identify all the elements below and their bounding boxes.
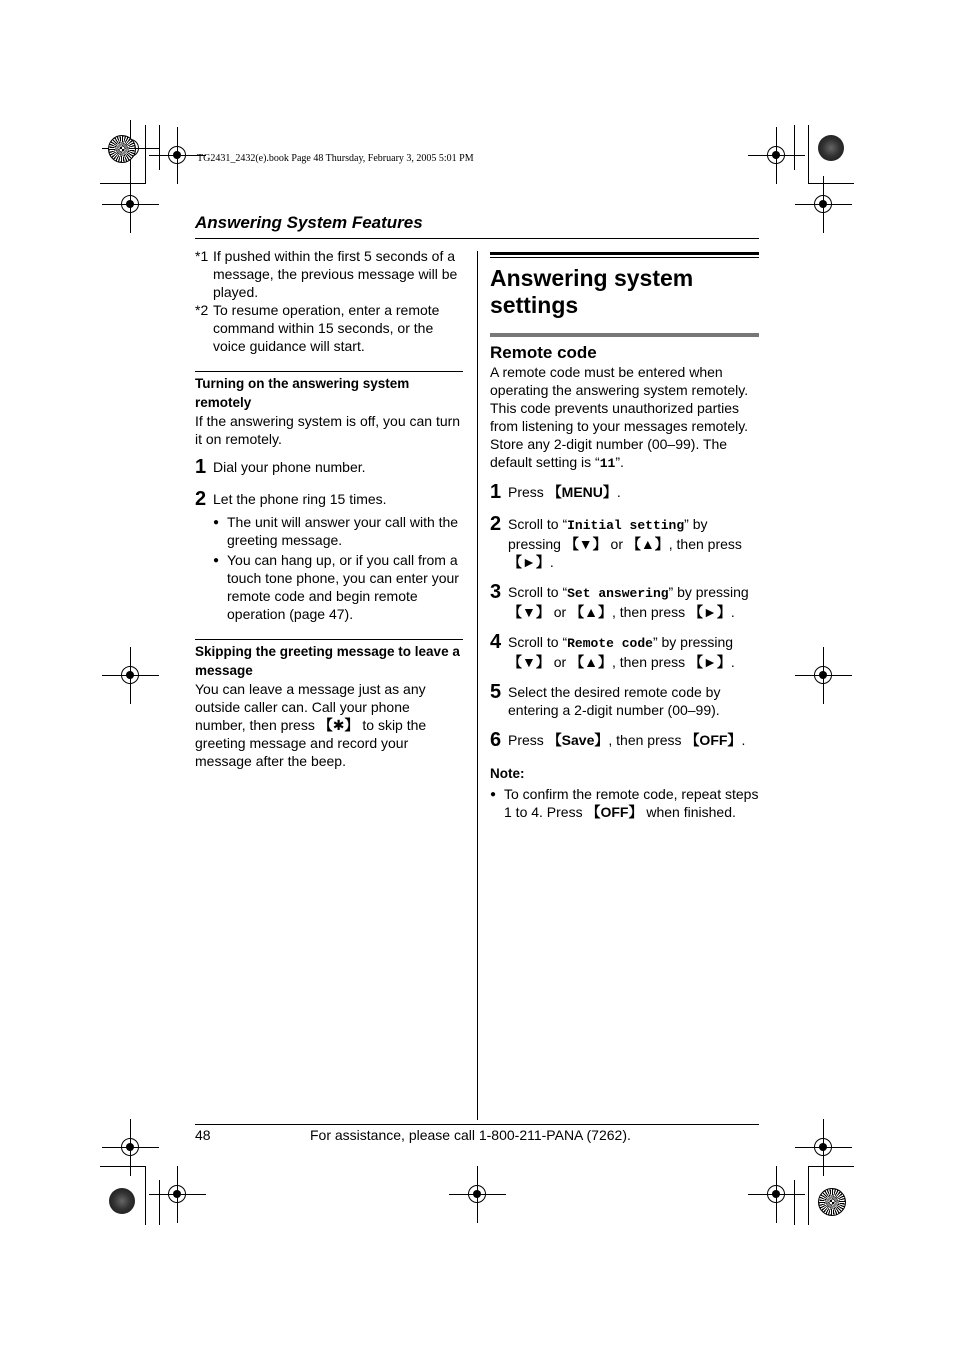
footnote [195, 301, 463, 355]
registration-disc-icon [818, 1188, 846, 1216]
trim-line [808, 1166, 809, 1225]
trim-line [100, 1166, 145, 1167]
crop-mark [477, 1194, 478, 1195]
trim-line [100, 183, 145, 184]
subsection-intro: If the answering system is off, you can turn it on remotely. [195, 413, 461, 447]
step [490, 483, 759, 503]
footer-rule [195, 1124, 759, 1125]
step-number: 4 [490, 631, 502, 653]
crop-mark [776, 1194, 777, 1195]
step-number: 1 [195, 456, 207, 478]
registration-disc-icon [108, 135, 136, 163]
registration-disc-icon [109, 1188, 135, 1214]
footnote [195, 247, 463, 301]
subsection-rule [195, 639, 463, 640]
display-item: Initial setting [567, 518, 685, 533]
step [490, 683, 759, 719]
step-text: Dial your phone number. [213, 459, 366, 475]
step [195, 490, 463, 510]
step-number: 3 [490, 581, 502, 603]
footnote-text: If pushed within the first 5 seconds of a message, the previous message will be played. [213, 248, 458, 300]
bullet-icon: ● [213, 517, 220, 528]
crop-mark [130, 675, 131, 676]
trim-line [808, 125, 809, 184]
down-key: 【▼】 [508, 604, 550, 620]
registration-disc-icon [818, 135, 844, 161]
up-key: 【▲】 [570, 654, 612, 670]
footer-assistance: For assistance, please call 1-800-211-PANA (7262). [310, 1127, 631, 1143]
right-key: 【►】 [689, 604, 731, 620]
section-title: Answering System Features [195, 213, 423, 232]
remote-code-heading: Remote code [490, 343, 597, 362]
right-column [490, 252, 759, 821]
heading-rule-top-thin [490, 257, 759, 258]
page-number: 48 [195, 1127, 211, 1143]
footnote-marker: *1 [195, 248, 209, 264]
crop-mark [823, 675, 824, 676]
crop-mark [130, 204, 131, 205]
header-rule [195, 238, 759, 239]
step-text: Let the phone ring 15 times. [213, 491, 387, 507]
footnote-marker: *2 [195, 302, 209, 318]
crop-mark [823, 204, 824, 205]
subsection-heading: Skipping the greeting message to leave a message [195, 644, 460, 678]
subsection-heading: Turning on the answering system remotely [195, 376, 410, 410]
step-text: Scroll to “Set answering” by pressing 【▼】 or 【▲】, then press 【►】. [508, 584, 749, 620]
step-number: 6 [490, 729, 502, 751]
step [490, 731, 759, 751]
display-item: Set answering [567, 586, 669, 601]
step-text: Press 【MENU】. [508, 484, 621, 500]
bullet-text: The unit will answer your call with the greeting message. [227, 514, 459, 548]
bullet-icon: ● [490, 789, 497, 800]
note-text: To confirm the remote code, repeat steps 1 to 4. Press 【OFF】 when finished. [504, 786, 759, 820]
heading-rule-bottom [490, 333, 759, 337]
column-divider [477, 251, 478, 1120]
note-item [490, 785, 759, 821]
heading-rule-top [490, 252, 759, 255]
note-label: Note: [490, 766, 525, 781]
footnote-text: To resume operation, enter a remote command within 15 seconds, or the voice guidance will start. [213, 302, 440, 354]
bullet-icon: ● [213, 555, 220, 566]
crop-mark [776, 155, 777, 156]
star-key: 【✱】 [318, 717, 359, 733]
step-number: 2 [490, 513, 502, 535]
right-key: 【►】 [689, 654, 731, 670]
trim-line [159, 125, 160, 170]
down-key: 【▼】 [564, 536, 607, 552]
right-key: 【►】 [508, 554, 550, 570]
display-item: Remote code [567, 636, 653, 651]
step [490, 515, 759, 571]
trim-line [794, 1180, 795, 1225]
print-header: TG2431_2432(e).book Page 48 Thursday, February 3, 2005 5:01 PM [197, 153, 474, 164]
off-key: 【OFF】 [586, 804, 643, 820]
subsection-body: You can leave a message just as any outside caller can. Call your phone number, then press 【✱】 to skip the greeting message and record your message after the beep. [195, 681, 427, 769]
trim-line [145, 1166, 146, 1225]
trim-line [159, 1180, 160, 1225]
step-number: 5 [490, 681, 502, 703]
bullet-item [213, 513, 463, 549]
step-number: 2 [195, 488, 207, 510]
step [490, 583, 759, 621]
step-text: Scroll to “Initial setting” by pressing 【▼】 or 【▲】, then press 【►】. [508, 516, 742, 570]
up-key: 【▲】 [570, 604, 612, 620]
default-code: 11 [599, 456, 616, 471]
trim-line [794, 125, 795, 170]
step [490, 633, 759, 671]
step-text: Scroll to “Remote code” by pressing 【▼】 or 【▲】, then press 【►】. [508, 634, 735, 670]
step [195, 458, 463, 478]
off-key: 【OFF】 [685, 732, 742, 748]
step-text: Press 【Save】, then press 【OFF】. [508, 732, 746, 748]
bullet-item [213, 551, 463, 623]
save-key: 【Save】 [547, 732, 609, 748]
down-key: 【▼】 [508, 654, 550, 670]
menu-key: 【MENU】 [547, 484, 617, 500]
trim-line [145, 125, 146, 184]
crop-mark [823, 1147, 824, 1148]
step-text: Select the desired remote code by entering a 2-digit number (00–99). [508, 684, 721, 718]
up-key: 【▲】 [626, 536, 669, 552]
crop-mark [130, 1147, 131, 1148]
trim-line [808, 1166, 854, 1167]
step-number: 1 [490, 481, 502, 503]
bullet-text: You can hang up, or if you call from a touch tone phone, you can enter your remote code and begin remote operation (page 47). [227, 552, 459, 622]
trim-line [808, 183, 854, 184]
crop-mark [177, 155, 178, 156]
remote-code-intro: A remote code must be entered when operating the answering system remotely. This code prevents unauthorized parties from listening to your messages remotely. Store any 2-digit number (00–99). The default setting is “11”. [490, 364, 749, 471]
left-column [195, 247, 463, 770]
subsection-rule [195, 371, 463, 372]
crop-mark [177, 1194, 178, 1195]
page-title: Answering system settings [490, 265, 694, 318]
